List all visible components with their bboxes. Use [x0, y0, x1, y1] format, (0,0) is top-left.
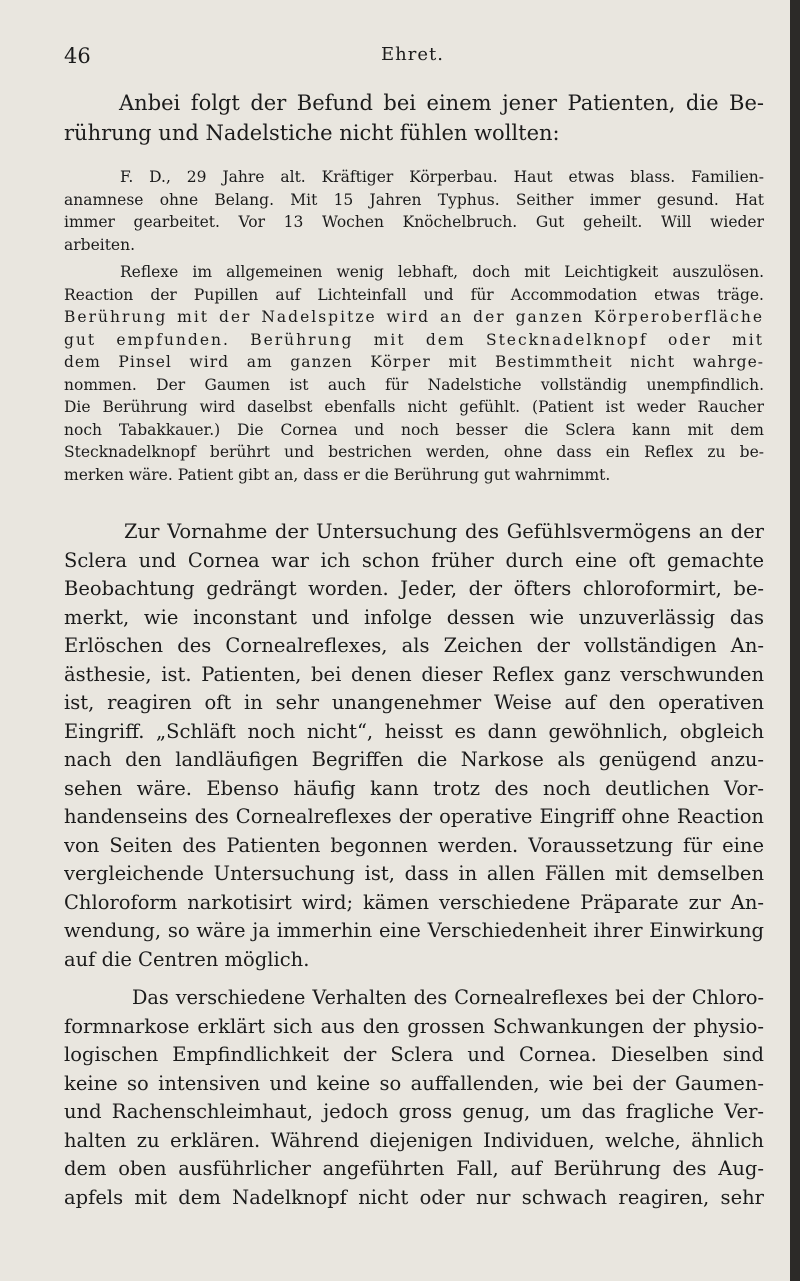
text-line: Reaction der Pupillen auf Lichteinfall und für Accommodation etwas träge.: [64, 285, 764, 304]
case-header: [64, 166, 764, 256]
text-line: Eingriff. „Schläft noch nicht“, heisst es dann gewöhnlich, obgleich: [64, 719, 764, 743]
text-line: nach den landläufigen Begriffen die Narkose als genügend anzu-: [64, 748, 764, 771]
text-line: vergleichende Untersuchung ist, dass in allen Fällen mit demselben: [64, 862, 764, 885]
text-line: sehen wäre. Ebenso häufig kann trotz des noch deutlichen Vor-: [64, 776, 764, 800]
text-line: ästhesie, ist. Patienten, bei denen dieser Reflex ganz verschwunden: [64, 662, 764, 686]
text-line: anamnese ohne Belang. Mit 15 Jahren Typhus. Seither immer gesund. Hat: [64, 190, 764, 209]
text-line: dem oben ausführlicher angeführten Fall, auf Berührung des Aug-: [64, 1157, 764, 1180]
text-line: Zur Vornahme der Untersuchung des Gefühlsvermögens an der: [124, 520, 764, 543]
intro-paragraph: [64, 88, 764, 148]
text-line: Erlöschen des Cornealreflexes, als Zeichen der vollständigen An-: [64, 634, 764, 657]
page-number: 46: [64, 44, 91, 68]
text-line: noch Tabakkauer.) Die Cornea und noch besser die Sclera kann mit dem: [64, 420, 764, 439]
text-line: logischen Empfindlichkeit der Sclera und Cornea. Dieselben sind: [64, 1043, 764, 1066]
scan-page-edge: [790, 0, 800, 1281]
case-findings: [64, 261, 764, 486]
text-line: F. D., 29 Jahre alt. Kräftiger Körperbau. Haut etwas blass. Familien-: [120, 168, 764, 186]
text-line: Sclera und Cornea war ich schon früher durch eine oft gemachte: [64, 548, 764, 572]
text-line: ist, reagiren oft in sehr unangenehmer Weise auf den operativen: [64, 691, 764, 714]
text-line: handenseins des Cornealreflexes der operative Eingriff ohne Reaction: [64, 805, 764, 828]
body-paragraph-2: [64, 984, 764, 1212]
text-line: und Rachenschleimhaut, jedoch gross genug, um das fragliche Ver-: [64, 1100, 764, 1123]
text-line: apfels mit dem Nadelknopf nicht oder nur schwach reagiren, sehr: [64, 1185, 764, 1209]
text-line: Berührung mit der Nadelspitze wird an der ganzen Körperoberfläche: [64, 308, 764, 326]
text-line: wendung, so wäre ja immerhin eine Verschiedenheit ihrer Einwirkung: [64, 919, 764, 942]
text-line: arbeiten.: [64, 235, 136, 254]
text-line: nommen. Der Gaumen ist auch für Nadelstiche vollständig unempfindlich.: [64, 375, 764, 394]
text-line: keine so intensiven und keine so auffallenden, wie bei der Gaumen-: [64, 1071, 764, 1095]
text-line: Die Berührung wird daselbst ebenfalls nicht gefühlt. (Patient ist weder Raucher: [64, 398, 764, 416]
text-line: Das verschiedene Verhalten des Cornealreflexes bei der Chloro-: [132, 986, 764, 1009]
text-line: Stecknadelknopf berührt und bestrichen werden, ohne dass ein Reflex zu be-: [64, 443, 764, 461]
text-line: dem Pinsel wird am ganzen Körper mit Bestimmtheit nicht wahrge-: [64, 353, 764, 371]
text-line: merkt, wie inconstant und infolge dessen wie unzuverlässig das: [64, 605, 764, 629]
text-line: rührung und Nadelstiche nicht fühlen wollten:: [64, 121, 560, 145]
text-line: Anbei folgt der Befund bei einem jener Patienten, die Be-: [119, 91, 764, 115]
text-line: halten zu erklären. Während diejenigen Individuen, welche, ähnlich: [64, 1128, 764, 1152]
body-paragraph-1: [64, 518, 764, 974]
text-line: auf die Centren möglich.: [64, 947, 310, 971]
text-line: Beobachtung gedrängt worden. Jeder, der öfters chloroformirt, be-: [64, 577, 764, 600]
text-line: immer gearbeitet. Vor 13 Wochen Knöchelbruch. Gut geheilt. Will wieder: [64, 213, 764, 231]
text-line: formnarkose erklärt sich aus den grossen Schwankungen der physio-: [64, 1014, 764, 1038]
page-header: [64, 44, 764, 74]
running-head: Ehret.: [381, 44, 444, 65]
text-line: merken wäre. Patient gibt an, dass er die Berührung gut wahrnimmt.: [64, 465, 611, 484]
text-line: Chloroform narkotisirt wird; kämen verschiedene Präparate zur An-: [64, 890, 764, 914]
text-line: von Seiten des Patienten begonnen werden. Voraussetzung für eine: [64, 833, 764, 857]
text-line: gut empfunden. Berührung mit dem Stecknadelknopf oder mit: [64, 330, 764, 349]
text-line: Reflexe im allgemeinen wenig lebhaft, doch mit Leichtigkeit auszulösen.: [120, 263, 764, 281]
